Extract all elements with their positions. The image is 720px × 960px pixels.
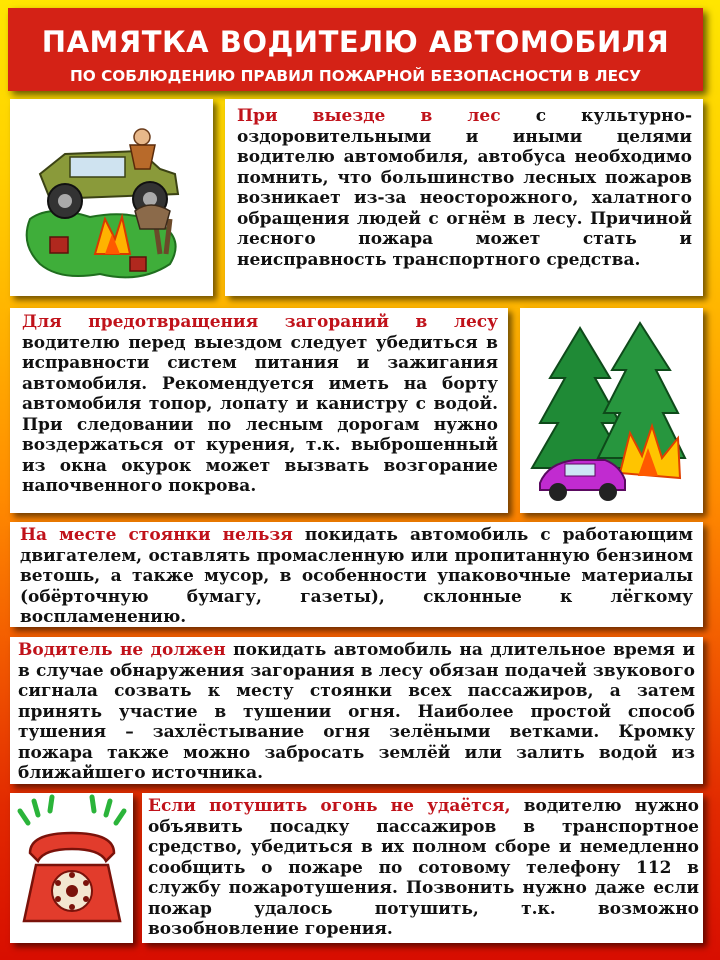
section-1-paragraph <box>237 106 692 270</box>
section-3-paragraph <box>20 525 693 628</box>
poster-title: ПАМЯТКА ВОДИТЕЛЮ АВТОМОБИЛЯ <box>41 25 670 59</box>
section-5-text: водителю нужно объявить посадку пассажиров в транспортное средство, убедиться в их полном сборе и немедленно сообщить о пожаре по сотовому телефону 112 в службу пожаротушения. Позвонить нужно даже если пожар удалось потушить, т.к. возможно возобновление горения. <box>148 796 700 939</box>
section-5-paragraph <box>148 796 699 940</box>
header-banner <box>8 8 703 91</box>
section-2-text: водителю перед выездом следует убедиться в исправности систем питания и зажигания автомобиля. Рекомендуется иметь на борту автомобиля топор, лопату и канистру с водой. При следовании по лесным дорогам нужно воздержаться от курения, т.к. выброшенный из окна окурок может вызвать возгорание напочвенного покрова. <box>22 332 498 496</box>
section-5-text-box <box>142 793 703 943</box>
section-4-text: покидать автомобиль на длительное время и в случае обнаружения загорания в лесу обязан подачей звукового сигнала созвать к месту стоянки всех пассажиров, а затем принять участие в тушении огня. Наиболее простой способ тушения – захлёстывание огня зелёными ветками. Кромку пожара также можно забросать землёй или залить водой из ближайшего источника. <box>18 640 695 783</box>
section-1-text-box <box>225 99 703 296</box>
section-2-image-box <box>520 308 703 513</box>
forest-fire-car-icon <box>520 308 703 513</box>
section-2-lead: Для предотвращения загораний в лесу <box>22 312 498 332</box>
section-1-lead: При выезде в лес <box>237 106 501 126</box>
section-4-paragraph <box>18 640 695 784</box>
section-1-image-box <box>10 99 213 296</box>
section-3-text-box <box>10 522 703 627</box>
section-3-lead: На месте стоянки нельзя <box>20 525 293 545</box>
section-4-lead: Водитель не должен <box>18 640 226 660</box>
section-3-text: покидать автомобиль с работающим двигателем, оставлять промасленную или пропитанную бензином ветошь, а также мусор, в особенности упаковочные материалы (обёрточную бумагу, газеты), склонные к лёгкому воспламенению. <box>20 525 694 627</box>
section-1-text: с культурно-оздоровительными и иными целями водителю автомобиля, автобуса необходимо помнить, что большинство лесных пожаров возникает из-за неосторожного, халатного обращения людей с огнём в лесу. Причиной лесного пожара может стать и неисправность транспортного средства. <box>237 106 693 270</box>
section-4-text-box <box>10 637 703 784</box>
section-2-paragraph <box>22 312 498 497</box>
section-2-text-box <box>10 308 508 513</box>
section-5-lead: Если потушить огонь не удаётся, <box>148 796 511 816</box>
ringing-phone-icon <box>10 793 133 943</box>
poster-subtitle: ПО СОБЛЮДЕНИЮ ПРАВИЛ ПОЖАРНОЙ БЕЗОПАСНОСТИ В ЛЕСУ <box>69 67 642 85</box>
jeep-campfire-icon <box>10 99 213 296</box>
section-5-image-box <box>10 793 133 943</box>
